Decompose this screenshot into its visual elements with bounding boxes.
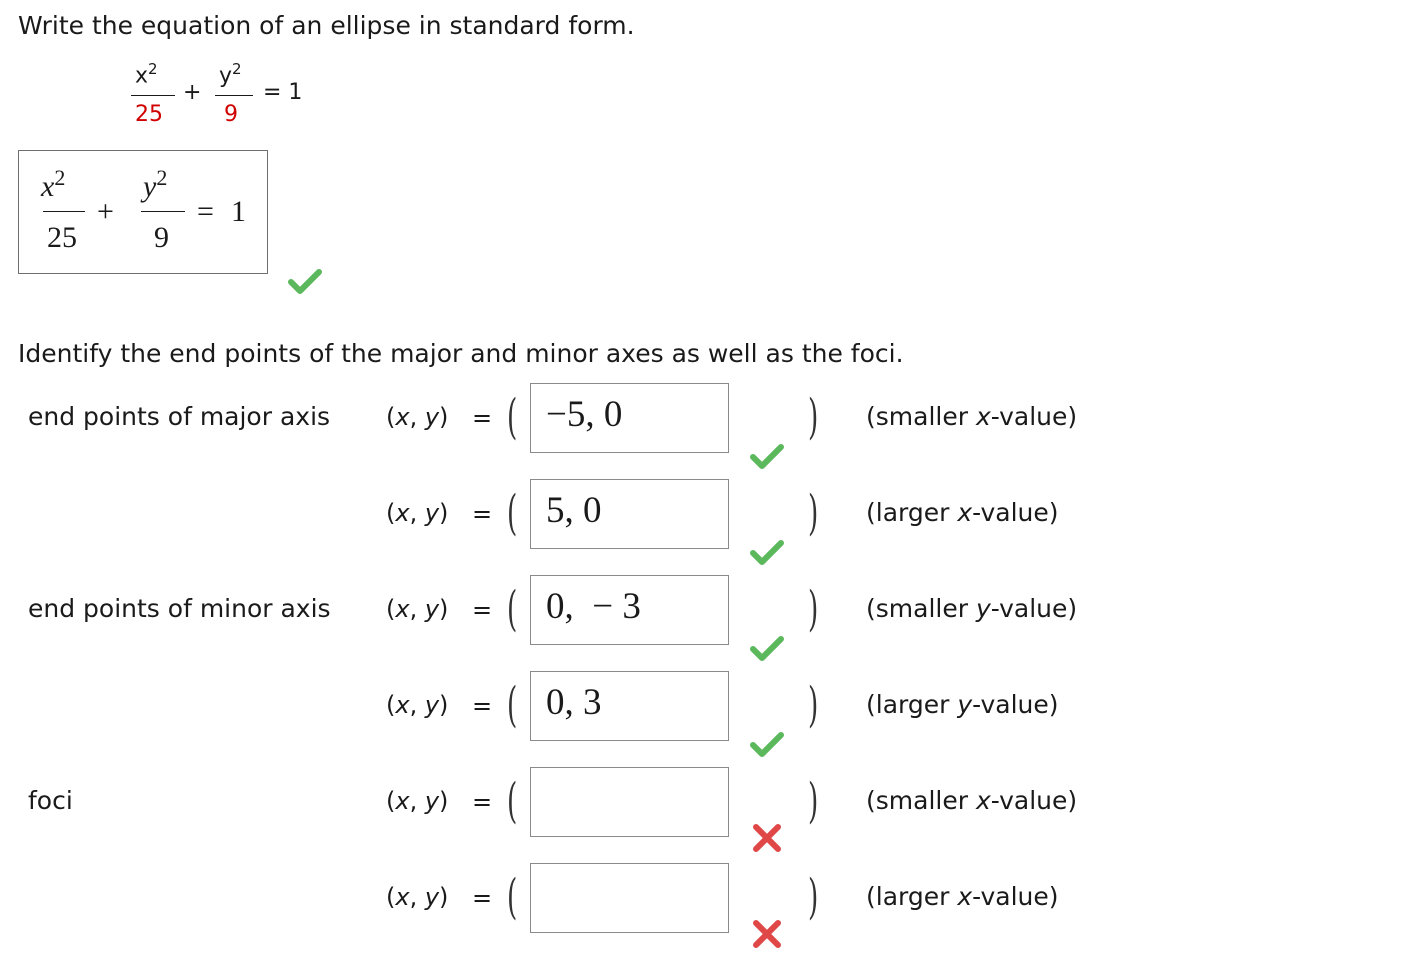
value-hint: (smaller x-value) (866, 402, 1078, 431)
check-icon (750, 633, 784, 663)
value-hint: (smaller y-value) (866, 594, 1078, 623)
cross-icon (750, 823, 784, 853)
hint-formula (125, 58, 325, 133)
left-paren: ( (507, 677, 518, 733)
section-label: foci (28, 786, 73, 815)
coordinate-label: (x, y) (386, 595, 449, 623)
hint-y-numerator: $y^2$ (219, 60, 242, 89)
right-paren: ) (808, 581, 819, 637)
value-hint: (larger y-value) (866, 690, 1059, 719)
check-icon (750, 537, 784, 567)
point-input[interactable] (530, 767, 729, 837)
coordinate-label: (x, y) (386, 403, 449, 431)
coordinate-label: (x, y) (386, 883, 449, 911)
point-value: 0, 3 (546, 682, 602, 723)
check-icon (750, 441, 784, 471)
right-paren: ) (808, 869, 819, 925)
hint-y-denominator: 9 (224, 102, 238, 127)
check-icon (750, 729, 784, 759)
section-label: end points of major axis (28, 402, 331, 431)
equation-answer-box[interactable] (18, 150, 268, 274)
right-paren: ) (808, 677, 819, 733)
section-label: end points of minor axis (28, 594, 331, 623)
answer-equation: $x^2$ 25 + $y^2$ 9 = 1 (41, 165, 246, 254)
point-value: 0, − 3 (546, 586, 641, 627)
left-paren: ( (507, 773, 518, 829)
coordinate-label: (x, y) (386, 499, 449, 527)
check-icon (288, 266, 322, 296)
point-input[interactable] (530, 863, 729, 933)
right-paren: ) (808, 773, 819, 829)
next-question-prompt-cutoff (18, 950, 26, 979)
equals-sign: = (472, 596, 493, 624)
value-hint: (larger x-value) (866, 882, 1059, 911)
left-paren: ( (507, 581, 518, 637)
right-paren: ) (808, 485, 819, 541)
hint-x-numerator: $x^2$ (135, 60, 158, 89)
question-prompt-axes-foci: Identify the end points of the major and minor axes as well as the foci. (18, 339, 904, 368)
value-hint: (smaller x-value) (866, 786, 1078, 815)
right-paren: ) (808, 389, 819, 445)
hint-plus: + (183, 80, 202, 105)
equals-sign: = (472, 788, 493, 816)
point-value: −5, 0 (546, 394, 623, 435)
hint-x-denominator: 25 (135, 102, 163, 127)
equals-sign: = (472, 404, 493, 432)
equals-sign: = (472, 884, 493, 912)
left-paren: ( (507, 485, 518, 541)
coordinate-label: (x, y) (386, 691, 449, 719)
left-paren: ( (507, 389, 518, 445)
cross-icon (750, 919, 784, 949)
hint-equals-one: = 1 (263, 80, 303, 105)
question-prompt-standard-form: Write the equation of an ellipse in standard form. (18, 11, 635, 40)
point-value: 5, 0 (546, 490, 602, 531)
equals-sign: = (472, 500, 493, 528)
coordinate-label: (x, y) (386, 787, 449, 815)
left-paren: ( (507, 869, 518, 925)
equals-sign: = (472, 692, 493, 720)
value-hint: (larger x-value) (866, 498, 1059, 527)
